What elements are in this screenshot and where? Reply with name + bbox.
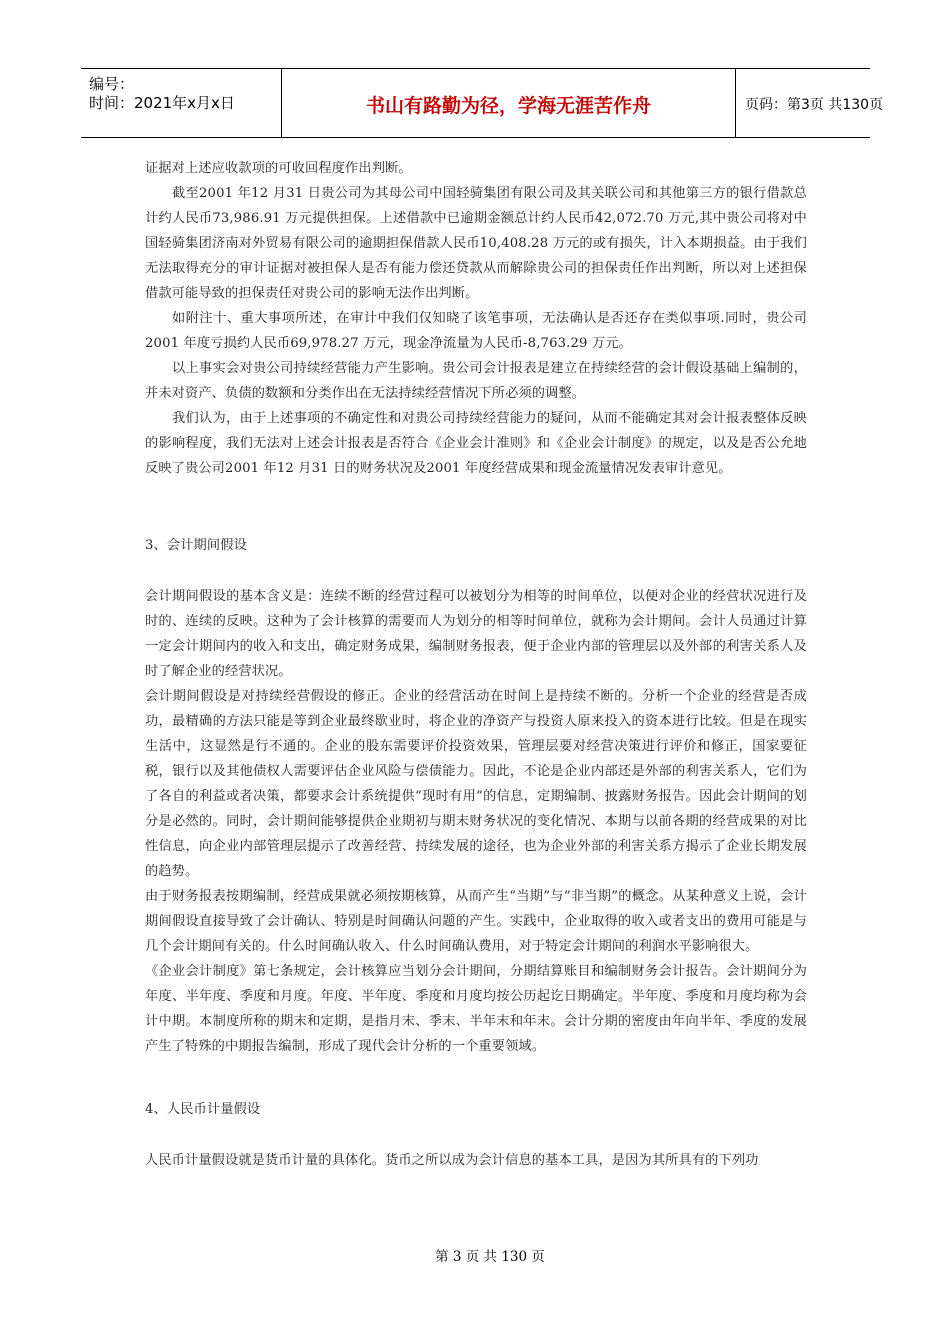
document-number-label: 编号： bbox=[89, 75, 135, 93]
paragraph: 截至2001 年12 月31 日贵公司为其母公司中国轻骑集团有限公司及其关联公司和其他第三方的银行借款总计约人民币73,986.91 万元提供担保。上述借款中已逾期金额总计约人民币42,072.70 万元,其中贵公司将对中国轻骑集团济南对外贸易有限公司的逾期担保借款人民币10,408.28 万元的或有损失，计入本期损益。由于我们无法取得充分的审计证据对被担保人是否有能力偿还贷款从而解除贵公司的担保责任作出判断，所以对上述担保借款可能导致的担保责任对贵公司的影响无法作出判断。 bbox=[145, 186, 807, 301]
paragraph: 人民币计量假设就是货币计量的具体化。货币之所以成为会计信息的基本工具，是因为其所具有的下列功 bbox=[145, 1153, 759, 1168]
document-header bbox=[81, 68, 884, 138]
document-date-label: 时间：2021年x月x日 bbox=[89, 94, 235, 112]
document-body bbox=[145, 156, 807, 1173]
paragraph: 会计期间假设是对持续经营假设的修正。企业的经营活动在时间上是持续不断的。分析一个企业的经营是否成功，最精确的方法只能是等到企业最终歇业时，将企业的净资产与投资人原来投入的资本进行比较。但是在现实生活中，这显然是行不通的。企业的股东需要评价投资效果，管理层要对经营决策进行评价和修正，国家要征税，银行以及其他债权人需要评估企业风险与偿债能力。因此，不论是企业内部还是外部的利害关系人，它们为了各自的利益或者决策，都要求会计系统提供“现时有用”的信息，定期编制、披露财务报告。因此会计期间的划分是必然的。同时，会计期间能够提供企业期初与期末财务状况的变化情况、本期与以前各期的经营成果的对比性信息，向企业内部管理层提示了改善经营、持续发展的途径，也为企业外部的利害关系方揭示了企业长期发展的趋势。 bbox=[145, 689, 807, 879]
paragraph: 会计期间假设的基本含义是：连续不断的经营过程可以被划分为相等的时间单位，以便对企业的经营状况进行及时的、连续的反映。这种为了会计核算的需要而人为划分的相等时间单位，就称为会计期间。会计人员通过计算一定会计期间内的收入和支出，确定财务成果，编制财务报表，便于企业内部的管理层以及外部的利害关系人及时了解企业的经营状况。 bbox=[145, 589, 807, 679]
motto-text: 书山有路勤为径，学海无涯苦作舟 bbox=[365, 95, 651, 117]
paragraph: 如附注十、重大事项所述，在审计中我们仅知晓了该笔事项，无法确认是否还存在类似事项.同时，贵公司2001 年度亏损约人民币69,978.27 万元，现金净流量为人民币-8,763.29 万元。 bbox=[145, 311, 807, 351]
header-motto-cell bbox=[281, 69, 736, 137]
header-page-cell bbox=[735, 69, 884, 137]
section-heading: 4、人民币计量假设 bbox=[145, 1102, 261, 1117]
paragraph: 证据对上述应收款项的可收回程度作出判断。 bbox=[145, 161, 412, 176]
paragraph: 以上事实会对贵公司持续经营能力产生影响。贵公司会计报表是建立在持续经营的会计假设基础上编制的，并未对资产、负债的数额和分类作出在无法持续经营情况下所必须的调整。 bbox=[145, 361, 807, 401]
paragraph: 由于财务报表按期编制，经营成果就必须按期核算，从而产生“当期”与“非当期”的概念。从某种意义上说，会计期间假设直接导致了会计确认、特别是时间确认问题的产生。实践中，企业取得的收入或者支出的费用可能是与几个会计期间有关的。什么时间确认收入、什么时间确认费用，对于特定会计期间的利润水平影响很大。 bbox=[145, 889, 807, 954]
paragraph: 我们认为，由于上述事项的不确定性和对贵公司持续经营能力的疑问，从而不能确定其对会计报表整体反映的影响程度，我们无法对上述会计报表是否符合《企业会计准则》和《企业会计制度》的规定，以及是否公允地反映了贵公司2001 年12 月31 日的财务状况及2001 年度经营成果和现金流量情况发表审计意见。 bbox=[145, 411, 807, 476]
page-footer: 第 3 页 共 130 页 bbox=[435, 1249, 545, 1265]
header-meta-cell bbox=[81, 69, 281, 137]
header-page-code: 页码：第3页 共130页 bbox=[745, 97, 884, 113]
section-heading: 3、会计期间假设 bbox=[145, 538, 247, 553]
paragraph: 《企业会计制度》第七条规定，会计核算应当划分会计期间，分期结算账目和编制财务会计报告。会计期间分为年度、半年度、季度和月度。年度、半年度、季度和月度均按公历起讫日期确定。半年度、季度和月度均称为会计中期。本制度所称的期末和定期，是指月末、季末、半年末和年末。会计分期的密度由年向半年、季度的发展产生了特殊的中期报告编制，形成了现代会计分析的一个重要领域。 bbox=[145, 964, 807, 1054]
